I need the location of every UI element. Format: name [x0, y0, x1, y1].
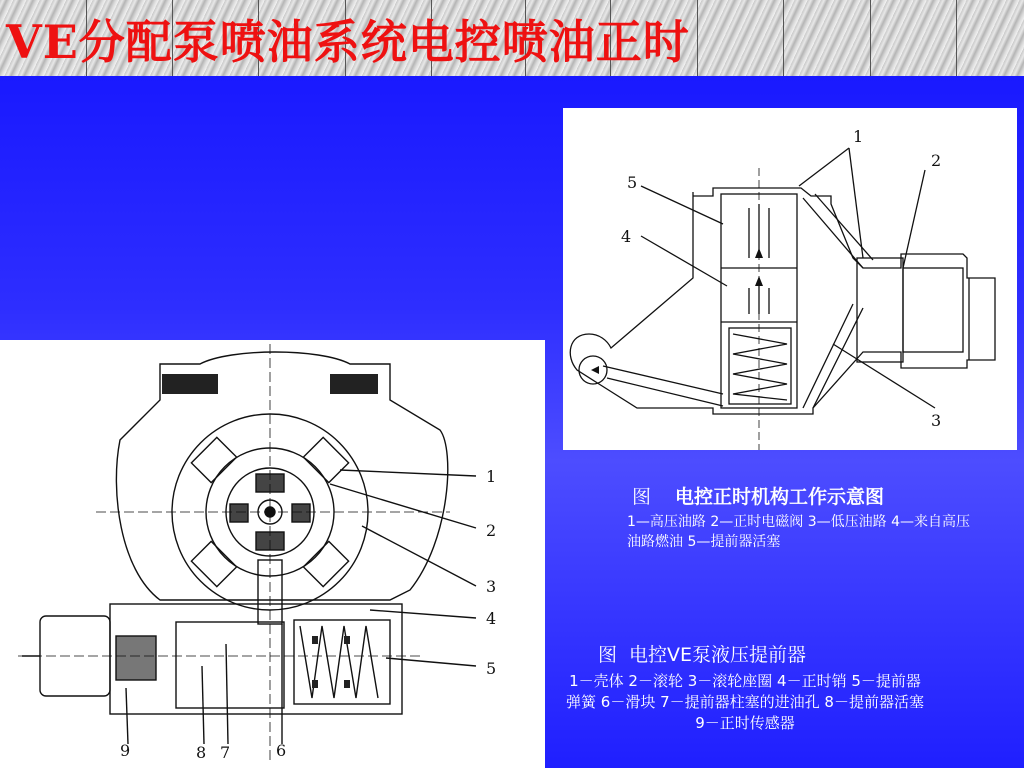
timing-figure-caption-title: [632, 482, 884, 509]
timing-figure-title: 电控正时机构工作示意图: [675, 486, 885, 508]
callout-timing-2: 2: [931, 151, 942, 170]
callout-advance-3: 3: [486, 577, 497, 596]
callout-advance-9: 9: [120, 741, 131, 760]
timing-figure-label: 图: [632, 486, 652, 508]
slide-title: VE分配泵喷油系统电控喷油正时: [6, 15, 690, 69]
title-band: [0, 0, 1024, 76]
callout-advance-7: 7: [220, 743, 231, 762]
callout-timing-1: 1: [853, 127, 864, 146]
callout-advance-2: 2: [486, 521, 497, 540]
advance-figure-label: 图: [598, 644, 618, 666]
advance-figure-legend: 1－壳体 2－滚轮 3－滚轮座圈 4－正时销 5－提前器弹簧 6－滑块 7－提前器柱塞的进油孔 8－提前器活塞 9－正时传感器: [566, 672, 924, 732]
callout-advance-8: 8: [196, 743, 207, 762]
timing-figure-legend: 1—高压油路 2—正时电磁阀 3—低压油路 4—来自高压油路燃油 5—提前器活塞: [627, 514, 970, 550]
advance-figure-caption-title: [598, 640, 806, 667]
callout-advance-5: 5: [486, 659, 497, 678]
hydraulic-advance-drawing: [0, 340, 545, 768]
timing-mechanism-figure: [563, 108, 1017, 450]
callout-timing-4: 4: [621, 227, 632, 246]
callout-timing-3: 3: [931, 411, 942, 430]
callout-timing-5: 5: [627, 173, 638, 192]
callout-advance-4: 4: [486, 609, 497, 628]
callout-advance-6: 6: [276, 741, 287, 760]
callout-advance-1: 1: [486, 467, 497, 486]
hydraulic-advance-figure: [0, 340, 545, 768]
advance-figure-title: 电控VE泵液压提前器: [629, 644, 807, 666]
timing-mechanism-drawing: [563, 108, 1017, 450]
